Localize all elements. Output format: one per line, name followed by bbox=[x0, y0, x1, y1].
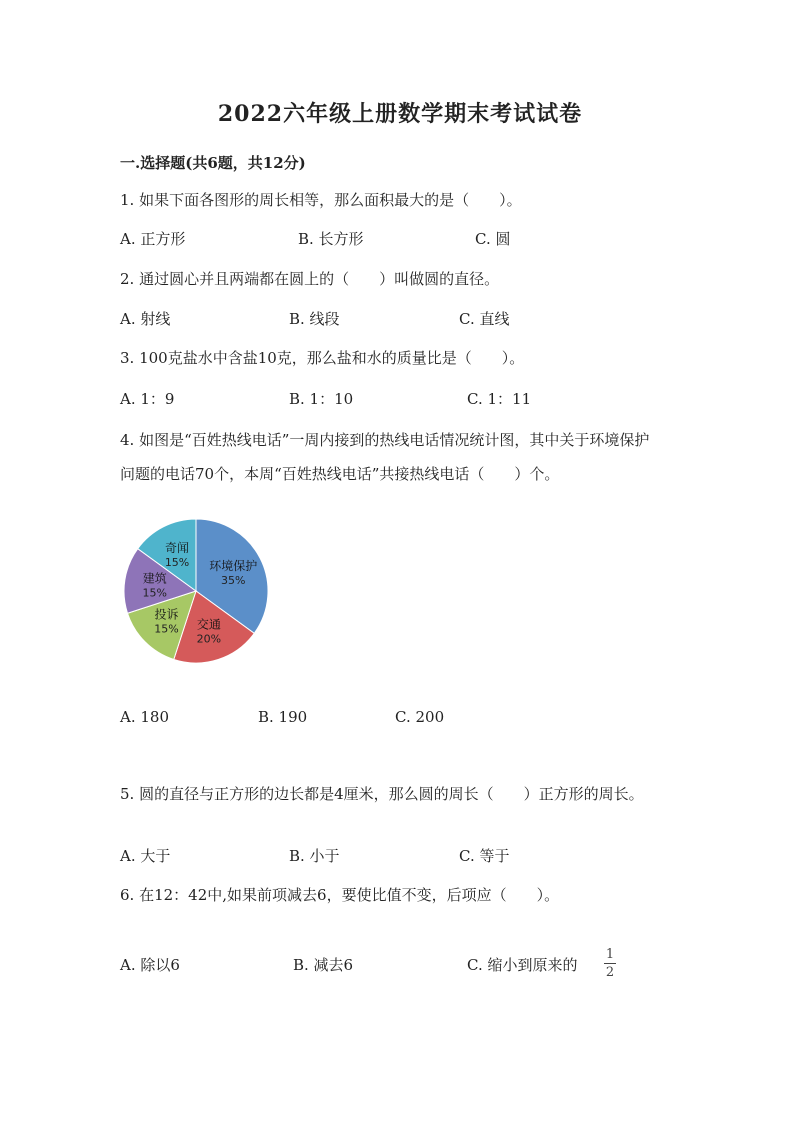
pie-value-label-4: 15% bbox=[164, 555, 190, 569]
q3-option-a[interactable]: A. 1：9 bbox=[120, 390, 175, 408]
q5-option-b[interactable]: B. 小于 bbox=[289, 847, 340, 865]
q4-option-c[interactable]: C. 200 bbox=[395, 708, 445, 726]
q3-option-c[interactable]: C. 1：11 bbox=[467, 390, 532, 408]
q6-option-b[interactable]: B. 减去6 bbox=[293, 956, 354, 974]
q6-option-c[interactable]: C. 缩小到原来的 bbox=[467, 956, 578, 974]
q1-option-b[interactable]: B. 长方形 bbox=[298, 230, 364, 248]
fraction-numerator: 1 bbox=[605, 947, 615, 962]
pie-value-label-1: 20% bbox=[196, 632, 222, 646]
section-heading: 一.选择题(共6题，共12分) bbox=[120, 154, 306, 172]
q4-option-a[interactable]: A. 180 bbox=[120, 708, 169, 726]
q1-option-a[interactable]: A. 正方形 bbox=[120, 230, 186, 248]
q2-option-b[interactable]: B. 线段 bbox=[289, 310, 340, 328]
pie-label-2: 投诉 bbox=[154, 607, 179, 622]
question-2: 2. 通过圆心并且两端都在圆上的（ ）叫做圆的直径。 bbox=[120, 270, 500, 288]
pie-label-3: 建筑 bbox=[142, 571, 167, 586]
q4-option-b[interactable]: B. 190 bbox=[258, 708, 308, 726]
pie-chart bbox=[118, 513, 274, 669]
page-title: 2022六年级上册数学期末考试试卷 bbox=[217, 101, 583, 127]
q2-option-a[interactable]: A. 射线 bbox=[120, 310, 171, 328]
q5-option-a[interactable]: A. 大于 bbox=[120, 847, 171, 865]
question-6: 6. 在12：42中,如果前项减去6，要使比值不变，后项应（ ）。 bbox=[120, 886, 560, 904]
pie-label-0: 环境保护 bbox=[209, 559, 258, 574]
q3-option-b[interactable]: B. 1：10 bbox=[289, 390, 354, 408]
fraction-bar bbox=[604, 963, 616, 964]
pie-label-1: 交通 bbox=[196, 617, 221, 632]
pie-value-label-3: 15% bbox=[142, 586, 167, 600]
pie-label-4: 奇闻 bbox=[165, 540, 190, 555]
pie-value-label-2: 15% bbox=[154, 622, 179, 636]
question-3: 3. 100克盐水中含盐10克，那么盐和水的质量比是（ ）。 bbox=[120, 349, 525, 367]
q1-option-c[interactable]: C. 圆 bbox=[475, 230, 511, 248]
fraction-denominator: 2 bbox=[605, 965, 615, 980]
question-4: 4. 如图是“百姓热线电话”一周内接到的热线电话情况统计图，其中关于环境保护问题的电话70个，本周“百姓热线电话”共接热线电话（ ）个。 bbox=[120, 431, 650, 483]
q6-option-a[interactable]: A. 除以6 bbox=[120, 956, 180, 974]
q5-option-c[interactable]: C. 等于 bbox=[459, 847, 510, 865]
pie-value-label-0: 35% bbox=[220, 574, 246, 588]
question-5: 5. 圆的直径与正方形的边长都是4厘米，那么圆的周长（ ）正方形的周长。 bbox=[120, 785, 644, 803]
fraction-one-half bbox=[603, 947, 617, 980]
question-1: 1. 如果下面各图形的周长相等，那么面积最大的是（ ）。 bbox=[120, 191, 522, 209]
q2-option-c[interactable]: C. 直线 bbox=[459, 310, 510, 328]
